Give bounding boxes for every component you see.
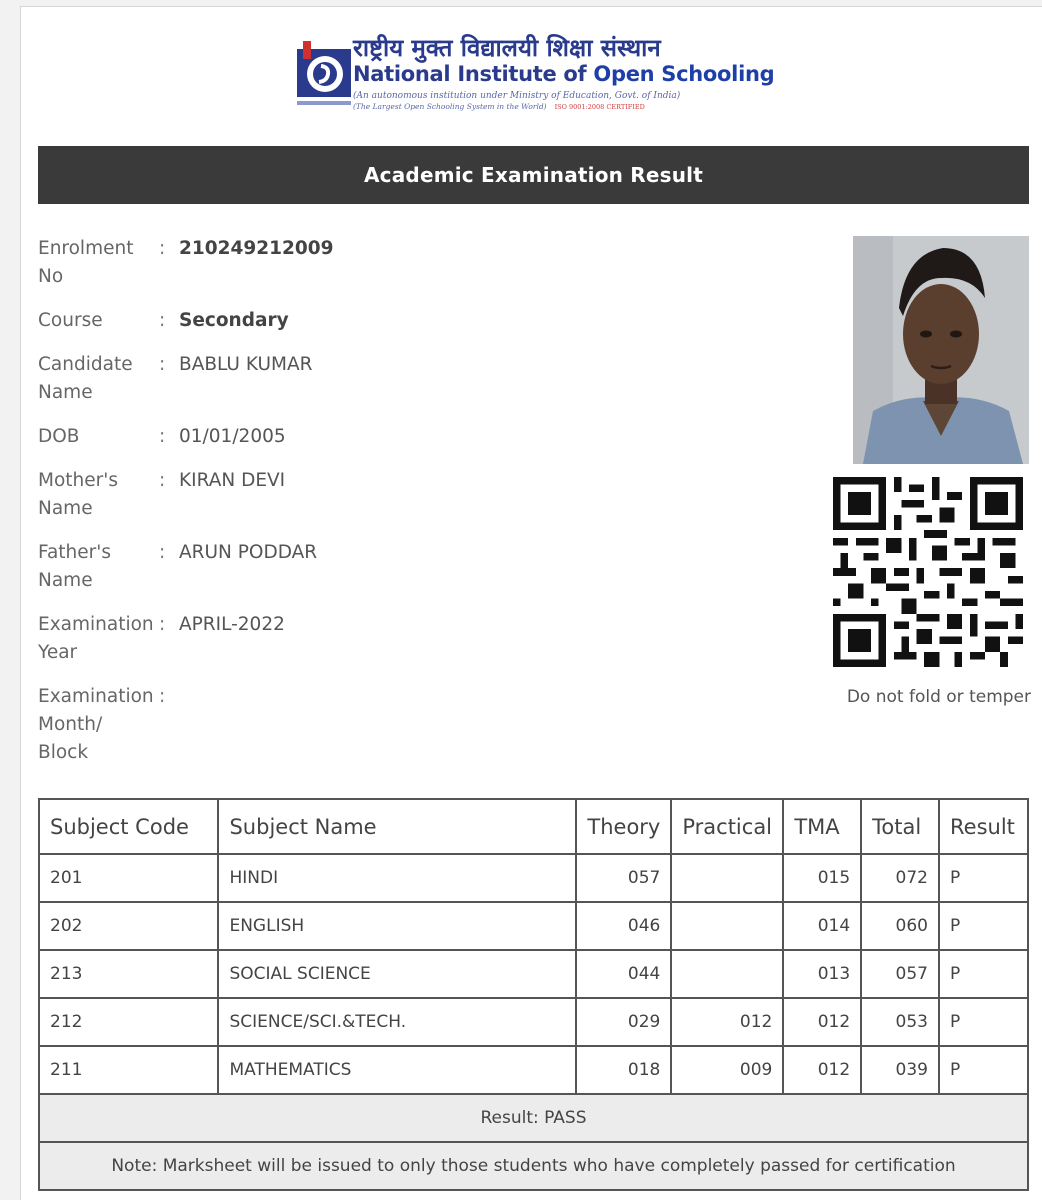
result-cell: P: [939, 998, 1028, 1046]
separator: :: [159, 426, 166, 447]
table-row: [39, 902, 1028, 950]
page-title: Academic Examination Result: [38, 146, 1029, 204]
institute-name-part2: Open Schooling: [593, 62, 775, 86]
course-value: Secondary: [179, 310, 289, 331]
subject-code-cell: 211: [39, 1046, 218, 1094]
column-header-practical: Practical: [671, 799, 783, 854]
practical-cell: [671, 902, 783, 950]
table-row: [39, 950, 1028, 998]
practical-cell: 009: [671, 1046, 783, 1094]
institute-name-part1: National Institute of: [353, 62, 594, 86]
father-name-row: [38, 539, 438, 611]
subject-name-cell: SOCIAL SCIENCE: [218, 950, 576, 998]
column-header-tma: TMA: [783, 799, 861, 854]
mother-name-row: [38, 467, 438, 539]
candidate-name-row: [38, 351, 438, 423]
institute-hindi-name: राष्ट्रीय मुक्त विद्यालयी शिक्षा संस्थान: [353, 33, 661, 62]
exam-block-row: [38, 683, 438, 773]
institute-english-name: [353, 62, 774, 86]
result-cell: P: [939, 902, 1028, 950]
candidate-details: [38, 235, 438, 773]
result-cell: P: [939, 854, 1028, 902]
practical-cell: [671, 854, 783, 902]
column-header-result: Result: [939, 799, 1028, 854]
separator: :: [159, 686, 166, 707]
separator: :: [159, 542, 166, 563]
total-cell: 072: [861, 854, 939, 902]
mother-name-label: Mother's Name: [38, 470, 118, 519]
enrolment-value: 210249212009: [179, 238, 334, 259]
father-name-value: ARUN PODDAR: [179, 542, 318, 563]
table-row: [39, 998, 1028, 1046]
dob-value: 01/01/2005: [179, 426, 286, 447]
note-row: [39, 1142, 1028, 1190]
result-cell: P: [939, 950, 1028, 998]
subject-code-cell: 201: [39, 854, 218, 902]
overall-result: Result: PASS: [39, 1094, 1028, 1142]
institute-tagline-text: (The Largest Open Schooling System in the World): [353, 102, 547, 111]
subject-code-cell: 213: [39, 950, 218, 998]
separator: :: [159, 310, 166, 331]
total-cell: 039: [861, 1046, 939, 1094]
separator: :: [159, 238, 166, 259]
subject-code-cell: 212: [39, 998, 218, 1046]
candidate-name-value: BABLU KUMAR: [179, 354, 313, 375]
total-cell: 057: [861, 950, 939, 998]
qr-note: Do not fold or temper: [846, 687, 1031, 707]
theory-cell: 044: [576, 950, 671, 998]
tma-cell: 012: [783, 1046, 861, 1094]
practical-cell: [671, 950, 783, 998]
column-header-subject-name: Subject Name: [218, 799, 576, 854]
table-row: [39, 854, 1028, 902]
subject-name-cell: HINDI: [218, 854, 576, 902]
subject-code-cell: 202: [39, 902, 218, 950]
enrolment-row: [38, 235, 438, 307]
theory-cell: 018: [576, 1046, 671, 1094]
exam-year-value: APRIL-2022: [179, 614, 285, 635]
institute-tagline: [353, 102, 645, 111]
nios-logo-icon: [295, 31, 355, 111]
exam-year-row: [38, 611, 438, 683]
tma-cell: 015: [783, 854, 861, 902]
qr-code: [833, 477, 1023, 667]
marks-table: [38, 798, 1029, 1191]
theory-cell: 029: [576, 998, 671, 1046]
tma-cell: 014: [783, 902, 861, 950]
result-cell: P: [939, 1046, 1028, 1094]
iso-certification: ISO 9001:2008 CERTIFIED: [554, 103, 645, 111]
candidate-name-label: Candidate Name: [38, 354, 133, 403]
institute-header: [295, 29, 775, 124]
table-header-row: [39, 799, 1028, 854]
theory-cell: 057: [576, 854, 671, 902]
father-name-label: Father's Name: [38, 542, 111, 591]
mother-name-value: KIRAN DEVI: [179, 470, 286, 491]
table-row: [39, 1046, 1028, 1094]
course-label: Course: [38, 310, 103, 331]
certification-note: Note: Marksheet will be issued to only those students who have completely passed for certification: [39, 1142, 1028, 1190]
exam-block-label: Examination Month/ Block: [38, 686, 154, 763]
tma-cell: 012: [783, 998, 861, 1046]
tma-cell: 013: [783, 950, 861, 998]
result-sheet: [20, 6, 1042, 1200]
course-row: [38, 307, 438, 351]
exam-year-label: Examination Year: [38, 614, 154, 663]
separator: :: [159, 470, 166, 491]
candidate-photo: [853, 236, 1029, 464]
column-header-theory: Theory: [576, 799, 671, 854]
subject-name-cell: SCIENCE/SCI.&TECH.: [218, 998, 576, 1046]
column-header-subject-code: Subject Code: [39, 799, 218, 854]
dob-label: DOB: [38, 426, 80, 447]
enrolment-label: Enrolment No: [38, 238, 134, 287]
institute-subtitle: (An autonomous institution under Ministry of Education, Govt. of India): [353, 91, 681, 101]
separator: :: [159, 354, 166, 375]
practical-cell: 012: [671, 998, 783, 1046]
separator: :: [159, 614, 166, 635]
total-cell: 053: [861, 998, 939, 1046]
dob-row: [38, 423, 438, 467]
column-header-total: Total: [861, 799, 939, 854]
subject-name-cell: MATHEMATICS: [218, 1046, 576, 1094]
subject-name-cell: ENGLISH: [218, 902, 576, 950]
result-summary-row: [39, 1094, 1028, 1142]
total-cell: 060: [861, 902, 939, 950]
theory-cell: 046: [576, 902, 671, 950]
